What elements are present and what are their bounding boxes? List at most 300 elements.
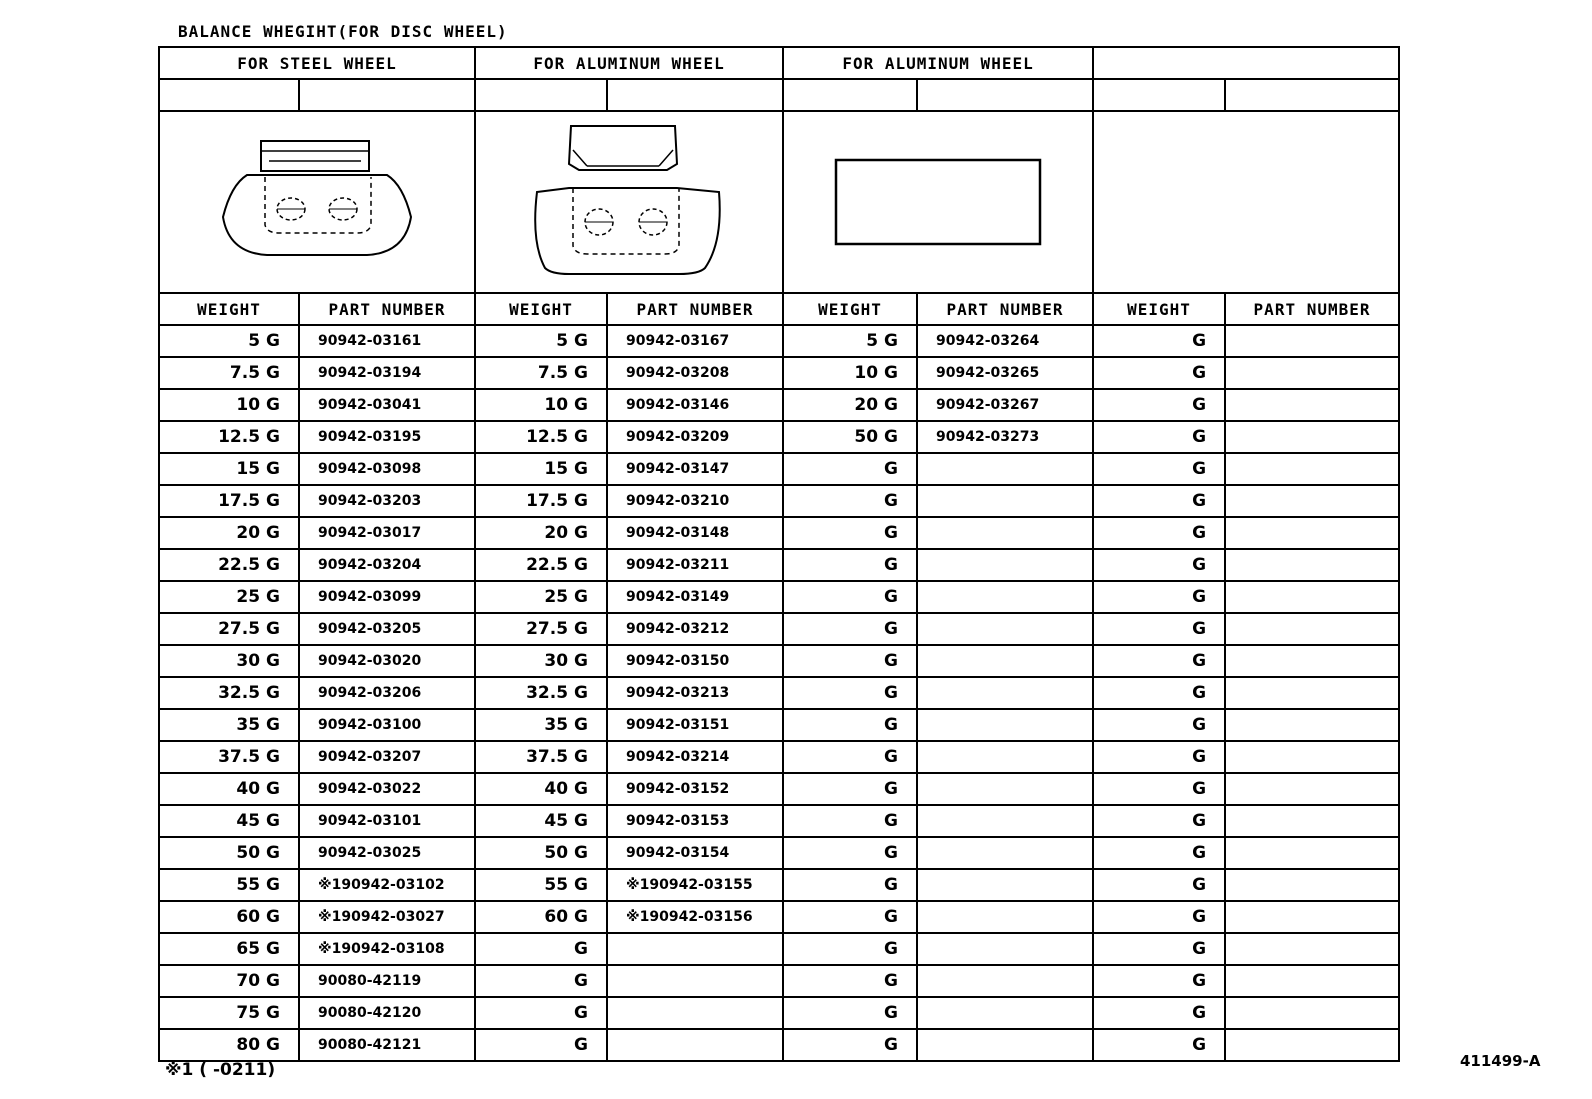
weight-unit: G: [884, 811, 899, 831]
weight-unit: G: [266, 651, 280, 671]
weight-cell: [783, 613, 917, 645]
weight-value: 17.5: [218, 491, 261, 511]
weight-value: 80: [236, 1035, 261, 1055]
part-number-cell: [1225, 325, 1399, 357]
weight-value: 22.5: [218, 555, 261, 575]
weight-unit: G: [884, 843, 899, 863]
part-number-cell: 90942-03017: [299, 517, 475, 549]
weight-unit: G: [884, 779, 899, 799]
weight-unit: G: [884, 907, 899, 927]
weight-unit: G: [574, 491, 588, 511]
weight-cell: [783, 389, 917, 421]
part-number-cell: 90080-42119: [299, 965, 475, 997]
weight-value: 40: [236, 779, 261, 799]
part-number-cell: 90942-03151: [607, 709, 783, 741]
part-number-cell: 90942-03194: [299, 357, 475, 389]
part-number-cell: 90942-03209: [607, 421, 783, 453]
part-number-cell: [1225, 421, 1399, 453]
weight-cell: [1093, 389, 1225, 421]
table-row: [159, 709, 1399, 741]
weight-value: 12.5: [218, 427, 261, 447]
weight-unit: G: [884, 683, 899, 703]
table-row: [159, 933, 1399, 965]
part-number-cell: [1225, 613, 1399, 645]
blank-cell: [299, 79, 475, 111]
weight-unit: G: [266, 715, 280, 735]
balance-weight-table: [158, 46, 1400, 1062]
part-number-cell: [1225, 709, 1399, 741]
weight-cell: [159, 485, 299, 517]
table-row: [159, 645, 1399, 677]
weight-cell: [1093, 517, 1225, 549]
weight-cell: [1093, 357, 1225, 389]
weight-cell: [159, 965, 299, 997]
blank-cell: [917, 79, 1093, 111]
weight-value: 22.5: [526, 555, 569, 575]
part-number-cell: 90942-03149: [607, 581, 783, 613]
part-number-cell: 90942-03146: [607, 389, 783, 421]
part-number-cell: 90942-03041: [299, 389, 475, 421]
part-number-cell: 90080-42120: [299, 997, 475, 1029]
weight-unit: G: [884, 1035, 899, 1055]
part-number-cell: ※190942-03156: [607, 901, 783, 933]
part-number-cell: [917, 869, 1093, 901]
weight-unit: G: [574, 1035, 588, 1055]
part-number-cell: [1225, 933, 1399, 965]
weight-value: 20: [854, 395, 879, 415]
weight-cell: [1093, 965, 1225, 997]
weight-cell: [159, 325, 299, 357]
part-number-cell: [1225, 453, 1399, 485]
weight-cell: [475, 517, 607, 549]
weight-unit: G: [1192, 363, 1207, 383]
part-number-cell: [917, 741, 1093, 773]
blank-cell: [607, 79, 783, 111]
document-title: BALANCE WHEGIHT(FOR DISC WHEEL): [178, 22, 508, 41]
weight-cell: [1093, 581, 1225, 613]
table-row: [159, 773, 1399, 805]
weight-cell: [159, 453, 299, 485]
weight-value: 70: [236, 971, 261, 991]
weight-unit: G: [884, 651, 899, 671]
weight-cell: [475, 325, 607, 357]
part-number-cell: 90942-03205: [299, 613, 475, 645]
weight-unit: G: [266, 971, 280, 991]
part-number-cell: [1225, 741, 1399, 773]
weight-unit: G: [884, 587, 899, 607]
weight-cell: [159, 645, 299, 677]
part-number-cell: 90942-03150: [607, 645, 783, 677]
weight-cell: [1093, 901, 1225, 933]
weight-unit: G: [884, 971, 899, 991]
weight-cell: [159, 805, 299, 837]
weight-cell: [1093, 677, 1225, 709]
weight-unit: G: [574, 587, 588, 607]
weight-value: 30: [544, 651, 569, 671]
weight-unit: G: [884, 555, 899, 575]
weight-unit: G: [266, 1035, 280, 1055]
weight-value: 40: [544, 779, 569, 799]
section-heading-blank: [1093, 47, 1399, 79]
aluminum-weight-drawing: [529, 122, 729, 282]
weight-unit: G: [1192, 331, 1207, 351]
weight-unit: G: [574, 363, 588, 383]
weight-cell: [783, 933, 917, 965]
part-number-cell: [917, 837, 1093, 869]
part-number-cell: [1225, 517, 1399, 549]
weight-value: 15: [236, 459, 261, 479]
weight-value: 50: [854, 427, 879, 447]
table-row: [159, 613, 1399, 645]
weight-cell: [475, 421, 607, 453]
weight-cell: [475, 549, 607, 581]
weight-cell: [475, 837, 607, 869]
weight-cell: [783, 997, 917, 1029]
part-number-cell: [1225, 901, 1399, 933]
column-header-row: [159, 293, 1399, 325]
weight-unit: G: [574, 939, 588, 959]
part-number-cell: 90942-03100: [299, 709, 475, 741]
part-number-cell: 90942-03154: [607, 837, 783, 869]
part-number-cell: 90942-03211: [607, 549, 783, 581]
weight-value: 55: [236, 875, 261, 895]
weight-unit: G: [266, 427, 280, 447]
blank-cell: [1225, 79, 1399, 111]
part-number-header: PART NUMBER: [1225, 293, 1399, 325]
weight-cell: [783, 581, 917, 613]
part-number-cell: [1225, 357, 1399, 389]
weight-cell: [783, 965, 917, 997]
weight-value: 35: [236, 715, 261, 735]
part-number-cell: 90942-03153: [607, 805, 783, 837]
weight-cell: [783, 901, 917, 933]
weight-cell: [475, 965, 607, 997]
weight-unit: G: [1192, 939, 1207, 959]
weight-unit: G: [266, 907, 280, 927]
weight-cell: [475, 933, 607, 965]
blank-cell: [783, 79, 917, 111]
table-row: [159, 549, 1399, 581]
weight-unit: G: [1192, 875, 1207, 895]
part-number-cell: ※190942-03108: [299, 933, 475, 965]
part-number-cell: [1225, 837, 1399, 869]
weight-unit: G: [266, 683, 280, 703]
weight-unit: G: [574, 843, 588, 863]
weight-cell: [475, 613, 607, 645]
table-row: [159, 1029, 1399, 1061]
part-number-cell: 90942-03206: [299, 677, 475, 709]
part-number-header: PART NUMBER: [917, 293, 1093, 325]
weight-unit: G: [266, 555, 280, 575]
weight-unit: G: [1192, 843, 1207, 863]
weight-cell: [475, 901, 607, 933]
part-number-cell: [917, 965, 1093, 997]
table-row: [159, 485, 1399, 517]
part-number-header: PART NUMBER: [299, 293, 475, 325]
table-row: [159, 453, 1399, 485]
table-row: [159, 997, 1399, 1029]
part-number-cell: 90942-03148: [607, 517, 783, 549]
part-number-cell: [1225, 965, 1399, 997]
weight-value: 10: [544, 395, 569, 415]
weight-cell: [1093, 869, 1225, 901]
weight-unit: G: [574, 747, 588, 767]
footnote: ※1 ( -0211): [165, 1060, 276, 1080]
weight-value: 75: [236, 1003, 261, 1023]
weight-unit: G: [266, 1003, 280, 1023]
weight-unit: G: [1192, 651, 1207, 671]
weight-value: 7.5: [229, 363, 261, 383]
weight-unit: G: [884, 331, 899, 351]
blank-cell: [1093, 79, 1225, 111]
weight-value: 17.5: [526, 491, 569, 511]
weight-cell: [475, 773, 607, 805]
part-number-cell: 90942-03195: [299, 421, 475, 453]
weight-cell: [1093, 549, 1225, 581]
part-number-cell: 90942-03204: [299, 549, 475, 581]
weight-cell: [159, 773, 299, 805]
part-number-cell: 90942-03214: [607, 741, 783, 773]
part-number-cell: 90942-03099: [299, 581, 475, 613]
part-number-cell: 90080-42121: [299, 1029, 475, 1061]
weight-unit: G: [574, 651, 588, 671]
part-number-cell: [917, 997, 1093, 1029]
table-row: [159, 325, 1399, 357]
weight-unit: G: [884, 459, 899, 479]
part-number-cell: [607, 965, 783, 997]
weight-unit: G: [884, 715, 899, 735]
table-row: [159, 869, 1399, 901]
weight-unit: G: [266, 811, 280, 831]
weight-cell: [159, 933, 299, 965]
weight-cell: [159, 869, 299, 901]
weight-cell: [475, 389, 607, 421]
weight-cell: [783, 549, 917, 581]
weight-cell: [783, 773, 917, 805]
part-number-cell: [1225, 581, 1399, 613]
weight-cell: [1093, 997, 1225, 1029]
table-row: [159, 805, 1399, 837]
table-row: [159, 421, 1399, 453]
empty-illustration-cell: [1093, 111, 1399, 293]
weight-value: 10: [854, 363, 879, 383]
weight-cell: [159, 613, 299, 645]
weight-cell: [1093, 453, 1225, 485]
section-heading-row: [159, 47, 1399, 79]
weight-unit: G: [884, 875, 899, 895]
part-number-cell: 90942-03265: [917, 357, 1093, 389]
weight-unit: G: [266, 459, 280, 479]
weight-value: 35: [544, 715, 569, 735]
weight-cell: [475, 485, 607, 517]
weight-unit: G: [1192, 971, 1207, 991]
weight-cell: [475, 997, 607, 1029]
weight-cell: [475, 453, 607, 485]
weight-unit: G: [1192, 1035, 1207, 1055]
weight-value: 30: [236, 651, 261, 671]
weight-value: 5: [866, 331, 879, 351]
part-number-cell: [607, 933, 783, 965]
part-number-cell: 90942-03025: [299, 837, 475, 869]
weight-value: 15: [544, 459, 569, 479]
weight-unit: G: [266, 939, 280, 959]
table-row: [159, 901, 1399, 933]
weight-cell: [1093, 709, 1225, 741]
part-number-cell: 90942-03210: [607, 485, 783, 517]
weight-cell: [159, 677, 299, 709]
weight-cell: [159, 389, 299, 421]
weight-value: 27.5: [218, 619, 261, 639]
part-number-cell: 90942-03020: [299, 645, 475, 677]
weight-value: 12.5: [526, 427, 569, 447]
weight-value: 27.5: [526, 619, 569, 639]
weight-value: 5: [248, 331, 261, 351]
part-number-cell: ※190942-03155: [607, 869, 783, 901]
part-number-cell: 90942-03022: [299, 773, 475, 805]
weight-unit: G: [574, 971, 588, 991]
weight-cell: [1093, 773, 1225, 805]
weight-unit: G: [266, 395, 280, 415]
part-number-cell: [917, 805, 1093, 837]
weight-cell: [1093, 645, 1225, 677]
weight-unit: G: [1192, 395, 1207, 415]
weight-cell: [783, 453, 917, 485]
weight-cell: [1093, 741, 1225, 773]
weight-unit: G: [266, 363, 280, 383]
weight-value: 65: [236, 939, 261, 959]
table-row: [159, 357, 1399, 389]
table-row: [159, 581, 1399, 613]
weight-unit: G: [1192, 779, 1207, 799]
weight-unit: G: [574, 683, 588, 703]
weight-cell: [783, 645, 917, 677]
weight-value: 25: [544, 587, 569, 607]
weight-unit: G: [574, 619, 588, 639]
table-row: [159, 965, 1399, 997]
weight-value: 50: [544, 843, 569, 863]
weight-unit: G: [1192, 491, 1207, 511]
part-number-cell: [1225, 645, 1399, 677]
weight-value: 7.5: [537, 363, 569, 383]
table-row: [159, 389, 1399, 421]
weight-unit: G: [574, 875, 588, 895]
table-row: [159, 741, 1399, 773]
part-number-cell: [917, 1029, 1093, 1061]
part-number-cell: [917, 901, 1093, 933]
weight-cell: [159, 517, 299, 549]
weight-cell: [783, 837, 917, 869]
weight-unit: G: [266, 587, 280, 607]
weight-cell: [475, 869, 607, 901]
weight-cell: [783, 325, 917, 357]
weight-cell: [783, 421, 917, 453]
weight-cell: [783, 805, 917, 837]
part-number-cell: [917, 645, 1093, 677]
placeholder-rectangle: [833, 157, 1043, 247]
weight-unit: G: [266, 491, 280, 511]
weight-header: WEIGHT: [159, 293, 299, 325]
steel-weight-illustration: [159, 111, 475, 293]
part-number-cell: [917, 453, 1093, 485]
weight-unit: G: [1192, 747, 1207, 767]
weight-unit: G: [1192, 555, 1207, 575]
weight-value: 60: [236, 907, 261, 927]
weight-unit: G: [1192, 619, 1207, 639]
weight-unit: G: [1192, 811, 1207, 831]
weight-cell: [783, 677, 917, 709]
weight-value: 55: [544, 875, 569, 895]
weight-cell: [783, 709, 917, 741]
weight-value: 10: [236, 395, 261, 415]
weight-unit: G: [1192, 683, 1207, 703]
weight-value: 20: [236, 523, 261, 543]
placeholder-box-illustration: [783, 111, 1093, 293]
weight-cell: [783, 741, 917, 773]
weight-cell: [475, 581, 607, 613]
aluminum-weight-illustration: [475, 111, 783, 293]
part-number-cell: [1225, 549, 1399, 581]
weight-header: WEIGHT: [783, 293, 917, 325]
part-number-cell: [917, 709, 1093, 741]
weight-value: 32.5: [526, 683, 569, 703]
weight-value: 37.5: [218, 747, 261, 767]
part-number-cell: 90942-03213: [607, 677, 783, 709]
weight-cell: [1093, 485, 1225, 517]
weight-cell: [1093, 421, 1225, 453]
part-number-cell: 90942-03212: [607, 613, 783, 645]
weight-unit: G: [884, 747, 899, 767]
weight-unit: G: [266, 843, 280, 863]
weight-cell: [159, 709, 299, 741]
part-number-cell: 90942-03273: [917, 421, 1093, 453]
weight-cell: [783, 517, 917, 549]
blank-cell: [475, 79, 607, 111]
part-number-cell: [1225, 997, 1399, 1029]
table-row: [159, 517, 1399, 549]
weight-unit: G: [574, 555, 588, 575]
weight-cell: [475, 357, 607, 389]
weight-unit: G: [574, 1003, 588, 1023]
part-number-cell: 90942-03267: [917, 389, 1093, 421]
table-row: [159, 837, 1399, 869]
section-heading-aluminum-2: FOR ALUMINUM WHEEL: [783, 47, 1093, 79]
weight-cell: [1093, 613, 1225, 645]
illustration-row: [159, 111, 1399, 293]
weight-cell: [159, 1029, 299, 1061]
part-number-cell: [917, 485, 1093, 517]
part-number-cell: ※190942-03027: [299, 901, 475, 933]
part-number-cell: [1225, 1029, 1399, 1061]
weight-cell: [1093, 325, 1225, 357]
blank-cell: [159, 79, 299, 111]
section-heading-aluminum-1: FOR ALUMINUM WHEEL: [475, 47, 783, 79]
part-number-cell: 90942-03207: [299, 741, 475, 773]
weight-unit: G: [266, 331, 280, 351]
part-number-cell: [917, 933, 1093, 965]
weight-cell: [475, 709, 607, 741]
weight-header: WEIGHT: [1093, 293, 1225, 325]
weight-cell: [159, 421, 299, 453]
weight-cell: [475, 741, 607, 773]
weight-cell: [159, 901, 299, 933]
weight-unit: G: [574, 811, 588, 831]
weight-value: 5: [556, 331, 569, 351]
weight-unit: G: [574, 779, 588, 799]
weight-cell: [159, 581, 299, 613]
part-number-cell: 90942-03208: [607, 357, 783, 389]
part-number-cell: [1225, 485, 1399, 517]
weight-unit: G: [574, 523, 588, 543]
